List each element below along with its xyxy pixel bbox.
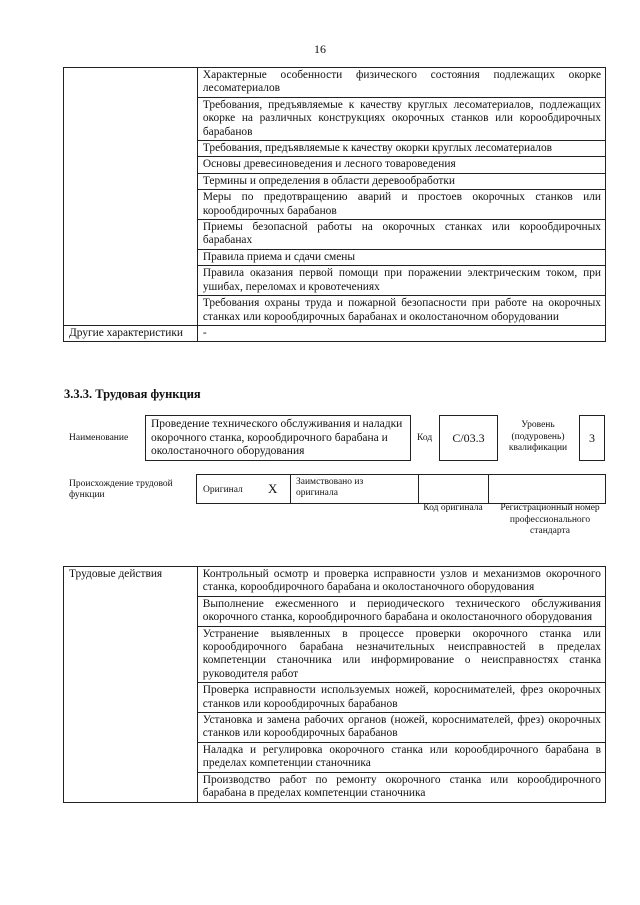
knowledge-item: Требования, предъявляемые к качеству круглых лесоматериалов, подлежащих окорке на различных конструкциях окорочных станков или корообдирочных барабанов [197,97,605,140]
labor-action-item: Выполнение ежесменного и периодического технического обслуживания окорочного станка, корообдирочного барабана и околостаночного оборудования [197,596,605,626]
knowledge-table [63,67,606,342]
code-value: С/03.3 [452,431,485,445]
level-value-box [579,415,605,461]
labor-action-item: Установка и замена рабочих органов (ножей, короснимателей, фрез) окорочных станков или корообдирочных барабанов [197,713,605,743]
knowledge-item: Правила приема и сдачи смены [197,249,605,265]
borrowed-label: Заимствовано из оригинала [296,477,364,498]
level-label: Уровень (подуровень) квалификации [508,420,568,453]
code-value-box [439,415,498,461]
knowledge-item: Приемы безопасной работы на окорочных станках или корообдирочных барабанах [197,220,605,250]
labor-action-item: Наладка и регулировка окорочного станка или корообдирочного барабана в пределах компетенции станочника [197,742,605,772]
knowledge-item: Правила оказания первой помощи при поражении электрическим током, при ушибах, переломах и кровотечениях [197,266,605,296]
labor-actions-label: Трудовые действия [64,567,198,803]
labor-action-item: Производство работ по ремонту окорочного станка или корообдирочного барабана в пределах компетенции станочника [197,772,605,802]
knowledge-item: Основы древесиноведения и лесного товароведения [197,157,605,173]
origin-divider-2 [418,474,419,503]
origin-divider-1 [290,474,291,503]
other-characteristics-value: - [197,325,605,341]
level-value: 3 [589,431,595,445]
code-original-caption: Код оригинала [423,503,483,513]
name-value-box [145,415,411,461]
labor-action-item: Контрольный осмотр и проверка исправности узлов и механизмов окорочного станка, корообдирочного барабана и околостаночного оборудования [197,567,605,597]
origin-divider-3 [488,474,489,503]
original-label: Оригинал [203,485,243,495]
knowledge-item: Требования, предъявляемые к качеству окорки круглых лесоматериалов [197,141,605,157]
registration-number-caption: Регистрационный номер профессионального стандарта [500,503,600,536]
other-characteristics-label: Другие характеристики [64,325,198,341]
page-number: 16 [314,42,326,56]
knowledge-item: Меры по предотвращению аварий и простоев окорочных станков или корообдирочных барабанов [197,190,605,220]
original-mark: X [268,481,278,496]
labor-action-item: Устранение выявленных в процессе проверки окорочного станка или корообдирочного барабана незначительных неисправностей в пределах компетенции станочника или информирование о неисправностях станка руководителя работ [197,626,605,683]
knowledge-label-cell [64,68,198,326]
name-label: Наименование [69,433,129,443]
knowledge-item: Характерные особенности физического состояния подлежащих окорке лесоматериалов [197,68,605,98]
origin-label: Происхождение трудовой функции [69,479,173,500]
code-label: Код [417,433,433,443]
section-heading: 3.3.3. Трудовая функция [64,387,201,401]
knowledge-item: Требования охраны труда и пожарной безопасности при работе на окорочных станках или корообдирочных барабанах и околостаночном оборудовании [197,296,605,326]
labor-actions-table [63,566,606,803]
name-value: Проведение технического обслуживания и наладки окорочного станка, корообдирочного барабана и околостаночного оборудования [151,418,403,457]
labor-action-item: Проверка исправности используемых ножей, короснимателей, фрез окорочных станков или корообдирочных барабанов [197,683,605,713]
knowledge-item: Термины и определения в области деревообработки [197,173,605,189]
